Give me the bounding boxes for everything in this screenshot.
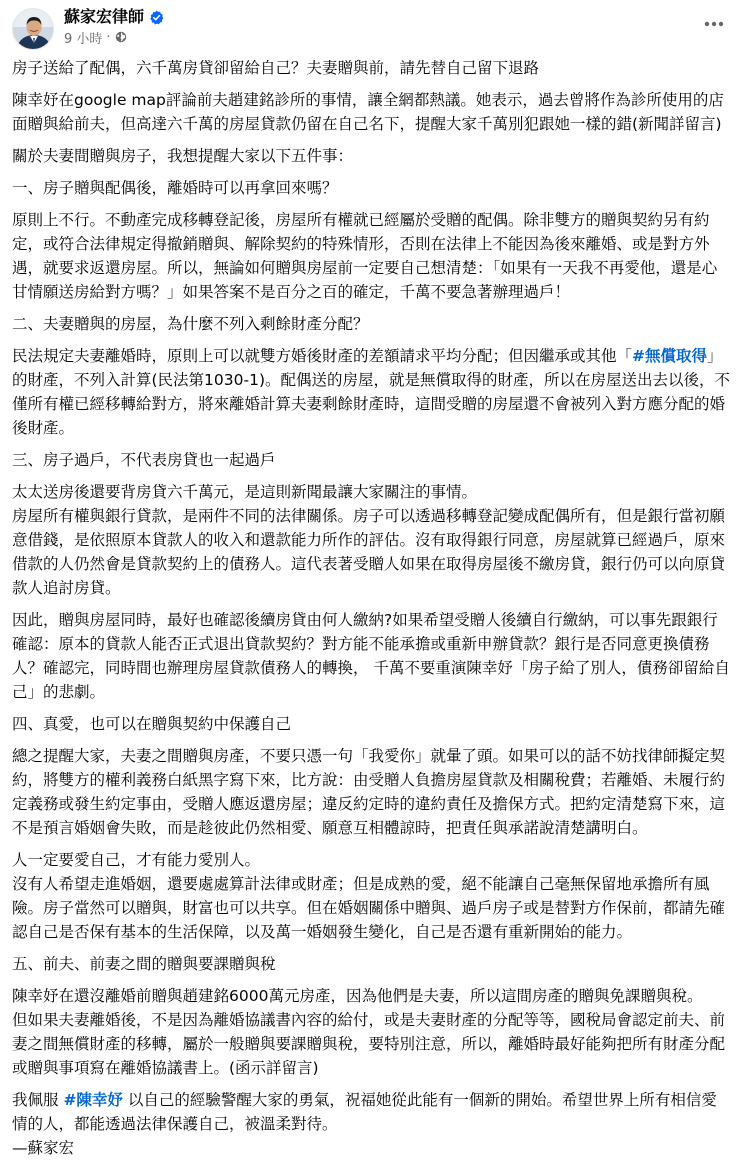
paragraph-line: 人一定要愛自己，才有能力愛別人。 <box>12 851 261 869</box>
hashtag-link[interactable]: #無償取得 <box>632 347 708 365</box>
post-body <box>12 56 730 1160</box>
paragraph-line: 房屋所有權與銀行貸款，是兩件不同的法律關係。房子可以透過移轉登記變成配偶所有，但是銀行當初願意借錢，是依照原本貸款人的收入和還款能力所作的評估。沒有取得銀行同意，房屋就算已經過戶，原來借款的人仍然會是貸款契約上的債務人。這代表著受贈人如果在取得房屋後不繳房貸，銀行仍可以向原貸款人追討房貸。 <box>12 507 726 597</box>
post-meta <box>64 28 127 46</box>
section-heading: 五、前夫、前妻之間的贈與要課贈與稅 <box>12 955 276 973</box>
post-time[interactable]: 9 小時 <box>64 31 103 47</box>
text-segment: 民法規定夫妻離婚時，原則上可以就雙方婚後財產的差額請求平均分配；但因繼承或其他「 <box>12 347 633 365</box>
paragraph-line: 但如果夫妻離婚後，不是因為離婚協議書內容的給付，或是夫妻財產的分配等等，國稅局會認定前夫、前妻之間無償財產的移轉，屬於一般贈與要課贈與稅，要特別注意，所以，離婚時最好能夠把所有財產分配或贈與事項寫在離婚協議書上。(函示詳留言) <box>12 1011 726 1077</box>
signature: —蘇家宏 <box>12 1139 75 1157</box>
section-heading: 二、夫妻贈與的房屋，為什麼不列入剩餘財產分配？ <box>12 315 369 333</box>
paragraph-headline: 房子送給了配偶，六千萬房貸卻留給自己？夫妻贈與前，請先替自己留下退路 <box>12 59 540 77</box>
section-heading: 四、真愛，也可以在贈與契約中保護自己 <box>12 715 292 733</box>
paragraph-with-hashtag <box>12 1088 730 1136</box>
verified-badge-icon <box>149 10 164 25</box>
paragraph-with-hashtag <box>12 344 730 440</box>
meta-separator: · <box>106 29 111 45</box>
paragraph: 總之提醒大家，夫妻之間贈與房產，不要只憑一句「我愛你」就暈了頭。如果可以的話不妨找律師擬定契約，將雙方的權利義務白紙黑字寫下來，比方說：由受贈人負擔房屋貸款及相關稅費；若離婚、未履行約定義務或發生約定事由，受贈人應返還房屋；違反約定時的違約責任及擔保方式。把約定清楚寫下來，這不是預言婚姻會失敗，而是趁彼此仍然相愛、願意互相體諒時，把責任與承諾說清楚講明白。 <box>12 747 726 837</box>
paragraph: 關於夫妻間贈與房子，我想提醒大家以下五件事： <box>12 147 354 165</box>
paragraph-line: 太太送房後還要背房貸六千萬元，是這則新聞最讓大家關注的事情。 <box>12 483 478 501</box>
paragraph: 因此，贈與房屋同時，最好也確認後續房貸由何人繳納?如果希望受贈人後續自行繳納，可以事先跟銀行確認：原本的貸款人能否正式退出貸款契約？對方能不能承擔或重新申辦貸款？銀行是否同意更換債務人？確認完，同時間也辦理房屋貸款債務人的轉換， 千萬不要重演陳幸妤「房子給了別人，債務卻留給自己」的悲劇。 <box>12 611 730 701</box>
post-header <box>0 0 740 56</box>
text-segment: 」的財產，不列入計算(民法第1030-1)。配偶送的房屋，就是無償取得的財產，所以在房屋送出去以後，不僅所有權已經移轉給對方，將來離婚計算夫妻剩餘財產時，這間受贈的房屋還不會被列入對方應分配的婚後財產。 <box>12 347 730 437</box>
globe-icon[interactable] <box>115 31 127 43</box>
section-heading: 三、房子過戶，不代表房貸也一起過戶 <box>12 451 276 469</box>
paragraph-line: 沒有人希望走進婚姻，還要處處算計法律或財產；但是成熟的愛，絕不能讓自己毫無保留地承擔所有風險。房子當然可以贈與，財富也可以共享。但在婚姻關係中贈與、過戶房子或是替對方作保前，都請先確認自己是否保有基本的生活保障，以及萬一婚姻發生變化，自己是否還有重新開始的能力。 <box>12 875 726 941</box>
paragraph: 原則上不行。不動產完成移轉登記後，房屋所有權就已經屬於受贈的配偶。除非雙方的贈與契約另有約定，或符合法律規定得撤銷贈與、解除契約的特殊情形，否則在法律上不能因為後來離婚、或是對方外遇，就要求返還房屋。所以，無論如何贈與房屋前一定要自己想清楚：「如果有一天我不再愛他，還是心甘情願送房給對方嗎？」如果答案不是百分之百的確定，千萬不要急著辦理過戶！ <box>12 211 718 301</box>
paragraph-line: 陳幸妤在還沒離婚前贈與趙建銘6000萬元房產，因為他們是夫妻，所以這間房產的贈與免課贈與稅。 <box>12 987 703 1005</box>
more-options-icon[interactable] <box>698 10 730 38</box>
author-name[interactable]: 蘇家宏律師 <box>64 7 145 26</box>
text-segment: 我佩服 <box>12 1091 64 1109</box>
text-segment: 以自己的經驗警醒大家的勇氣，祝福她從此能有一個新的開始。希望世界上所有相信愛情的人，都能透過法律保護自己，被溫柔對待。 <box>12 1091 717 1133</box>
paragraph: 陳幸妤在google map評論前夫趙建銘診所的事情，讓全網都熱議。她表示，過去曾將作為診所使用的店面贈與給前夫，但高達六千萬的房屋貸款仍留在自己名下，提醒大家千萬別犯跟她一樣的錯(新聞詳留言) <box>12 91 724 133</box>
hashtag-link[interactable]: #陳幸妤 <box>63 1091 123 1109</box>
avatar[interactable] <box>12 8 54 50</box>
section-heading: 一、房子贈與配偶後，離婚時可以再拿回來嗎？ <box>12 179 338 197</box>
author-line <box>64 6 164 28</box>
